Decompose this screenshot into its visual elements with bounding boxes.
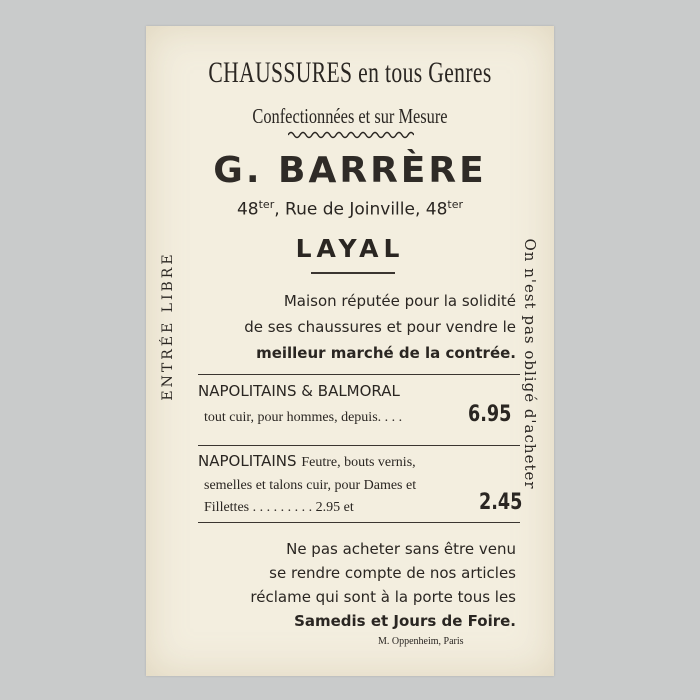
product2-name: NAPOLITAINS	[198, 452, 297, 470]
product2-line2: semelles et talons cuir, pour Dames et	[204, 478, 417, 493]
advertising-card	[146, 26, 554, 676]
paragraph-line: meilleur marché de la contrée.	[256, 344, 516, 362]
entree-libre-label: ENTRÉE LIBRE	[160, 251, 176, 401]
product2-line1	[198, 452, 416, 471]
section-divider	[198, 445, 520, 446]
address-suffix-right: ter	[447, 198, 464, 211]
section-divider	[198, 522, 520, 523]
wavy-divider	[288, 130, 414, 140]
card-title: CHAUSSURES en tous Genres	[208, 56, 492, 89]
merchant-address	[146, 198, 554, 220]
product2-line3: Fillettes . . . . . . . . . 2.95 et	[204, 500, 354, 515]
product1-price: 6.95	[468, 402, 512, 427]
printer-credit: M. Oppenheim, Paris	[378, 636, 464, 647]
product1-desc: tout cuir, pour hommes, depuis. . . .	[204, 410, 403, 425]
pas-oblige-label: On n'est pas obligé d'acheter	[521, 238, 539, 490]
paragraph-line: Maison réputée pour la solidité	[283, 292, 516, 310]
address-street: , Rue de Joinville, 48	[274, 199, 448, 220]
bottom-line: réclame qui sont à la porte tous les	[250, 588, 516, 606]
paragraph-line: de ses chaussures et pour vendre le	[244, 318, 516, 336]
card-subtitle: Confectionnées et sur Mesure	[252, 104, 448, 128]
merchant-name: G. BARRÈRE	[213, 150, 487, 191]
address-number: 48	[236, 199, 259, 220]
address-suffix: ter	[258, 198, 275, 211]
section-divider	[198, 374, 520, 375]
product1-name: NAPOLITAINS & BALMORAL	[198, 382, 400, 400]
product2-price: 2.45	[479, 490, 523, 515]
bottom-line: Ne pas acheter sans être venu	[286, 540, 516, 558]
short-divider	[311, 272, 395, 274]
merchant-city: LAYAL	[295, 234, 405, 263]
bottom-line: se rendre compte de nos articles	[269, 564, 516, 582]
bottom-line: Samedis et Jours de Foire.	[294, 612, 516, 630]
product2-name-rest: Feutre, bouts vernis,	[301, 455, 416, 470]
